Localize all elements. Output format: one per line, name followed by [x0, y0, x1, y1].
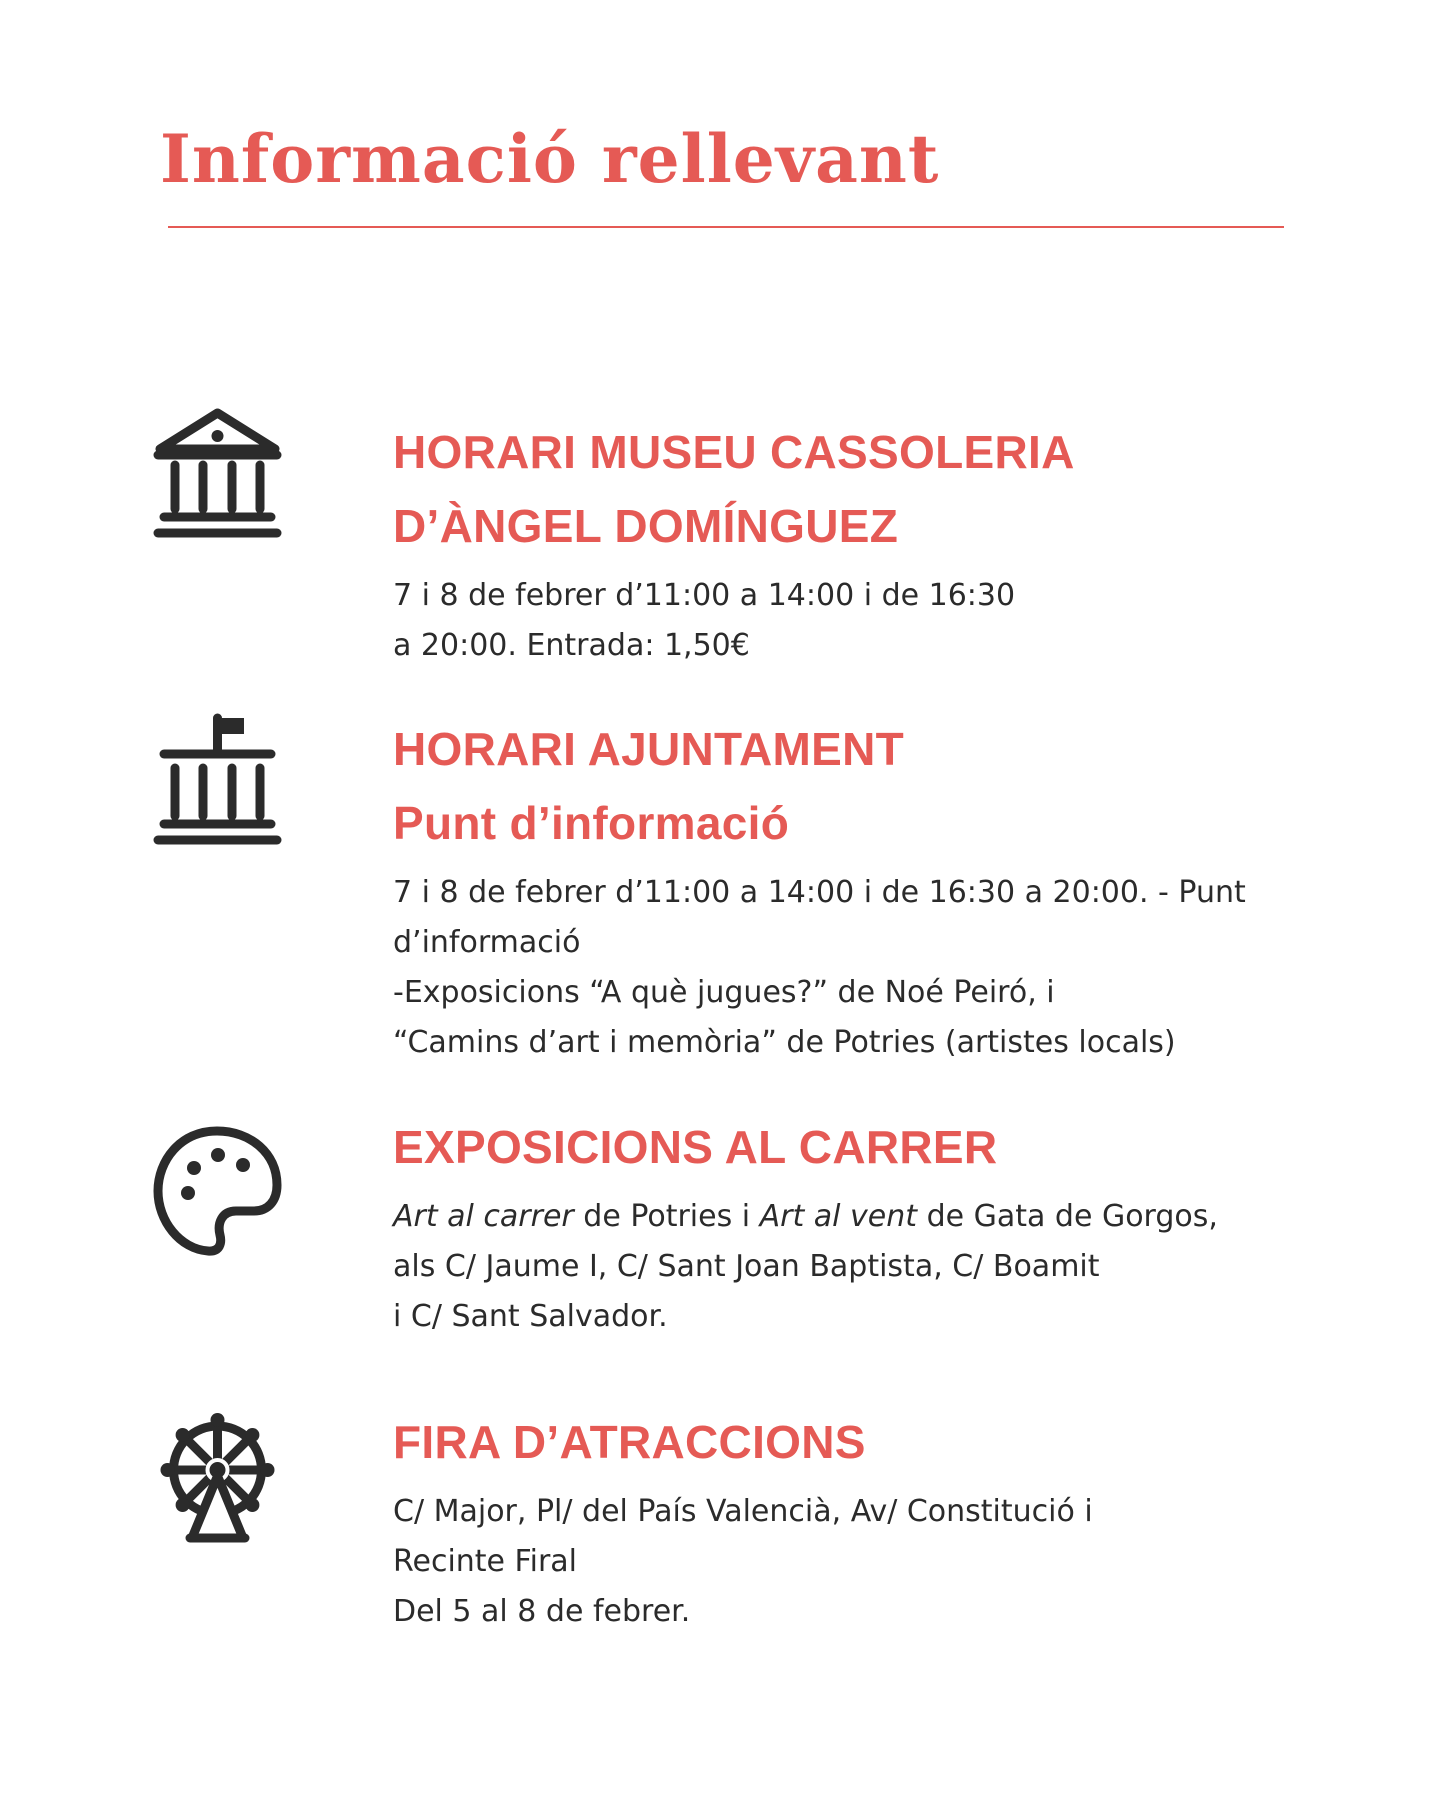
section-heading — [393, 1110, 1393, 1184]
body-line — [393, 1192, 1393, 1242]
section-heading — [393, 415, 1393, 563]
body-line: 7 i 8 de febrer d’11:00 a 14:00 i de 16:30 — [393, 578, 1016, 613]
italic-text: Art al carrer — [393, 1199, 574, 1234]
section-street-exhibitions-content — [393, 1110, 1393, 1342]
italic-text: Art al vent — [759, 1199, 918, 1234]
section-fair-content — [393, 1405, 1393, 1637]
body-line: 7 i 8 de febrer d’11:00 a 14:00 i de 16:30 a 20:00. - Punt — [393, 875, 1246, 910]
body-line: a 20:00. Entrada: 1,50€ — [393, 628, 750, 663]
heading-line: Punt d’informació — [393, 797, 790, 849]
town-hall-icon — [150, 712, 285, 847]
body-line: d’informació — [393, 925, 581, 960]
section-museum-content — [393, 415, 1393, 671]
heading-line: EXPOSICIONS AL CARRER — [393, 1121, 998, 1173]
page-title: Informació rellevant — [160, 120, 940, 198]
ferris-wheel-icon — [150, 1410, 285, 1545]
section-heading — [393, 712, 1393, 860]
section-body — [393, 571, 1393, 671]
section-body — [393, 1192, 1393, 1342]
section-body — [393, 1487, 1393, 1637]
heading-line: D’ÀNGEL DOMÍNGUEZ — [393, 500, 899, 552]
heading-line: HORARI AJUNTAMENT — [393, 723, 905, 775]
body-line: Recinte Firal — [393, 1544, 578, 1579]
body-line: C/ Major, Pl/ del País Valencià, Av/ Constitució i — [393, 1494, 1093, 1529]
title-divider — [168, 226, 1284, 228]
section-heading — [393, 1405, 1393, 1479]
section-body — [393, 868, 1393, 1068]
body-text: de Gata de Gorgos, — [917, 1199, 1218, 1234]
heading-line: FIRA D’ATRACCIONS — [393, 1416, 866, 1468]
body-line: “Camins d’art i memòria” de Potries (artistes locals) — [393, 1025, 1176, 1060]
museum-icon — [150, 405, 285, 540]
heading-line: HORARI MUSEU CASSOLERIA — [393, 426, 1075, 478]
section-town-hall-content — [393, 712, 1393, 1068]
body-line: Del 5 al 8 de febrer. — [393, 1594, 691, 1629]
body-line: als C/ Jaume I, C/ Sant Joan Baptista, C/ Boamit — [393, 1249, 1100, 1284]
palette-icon — [150, 1123, 285, 1258]
body-line: -Exposicions “A què jugues?” de Noé Peiró, i — [393, 975, 1055, 1010]
body-text: de Potries i — [573, 1199, 760, 1234]
body-line: i C/ Sant Salvador. — [393, 1299, 668, 1334]
